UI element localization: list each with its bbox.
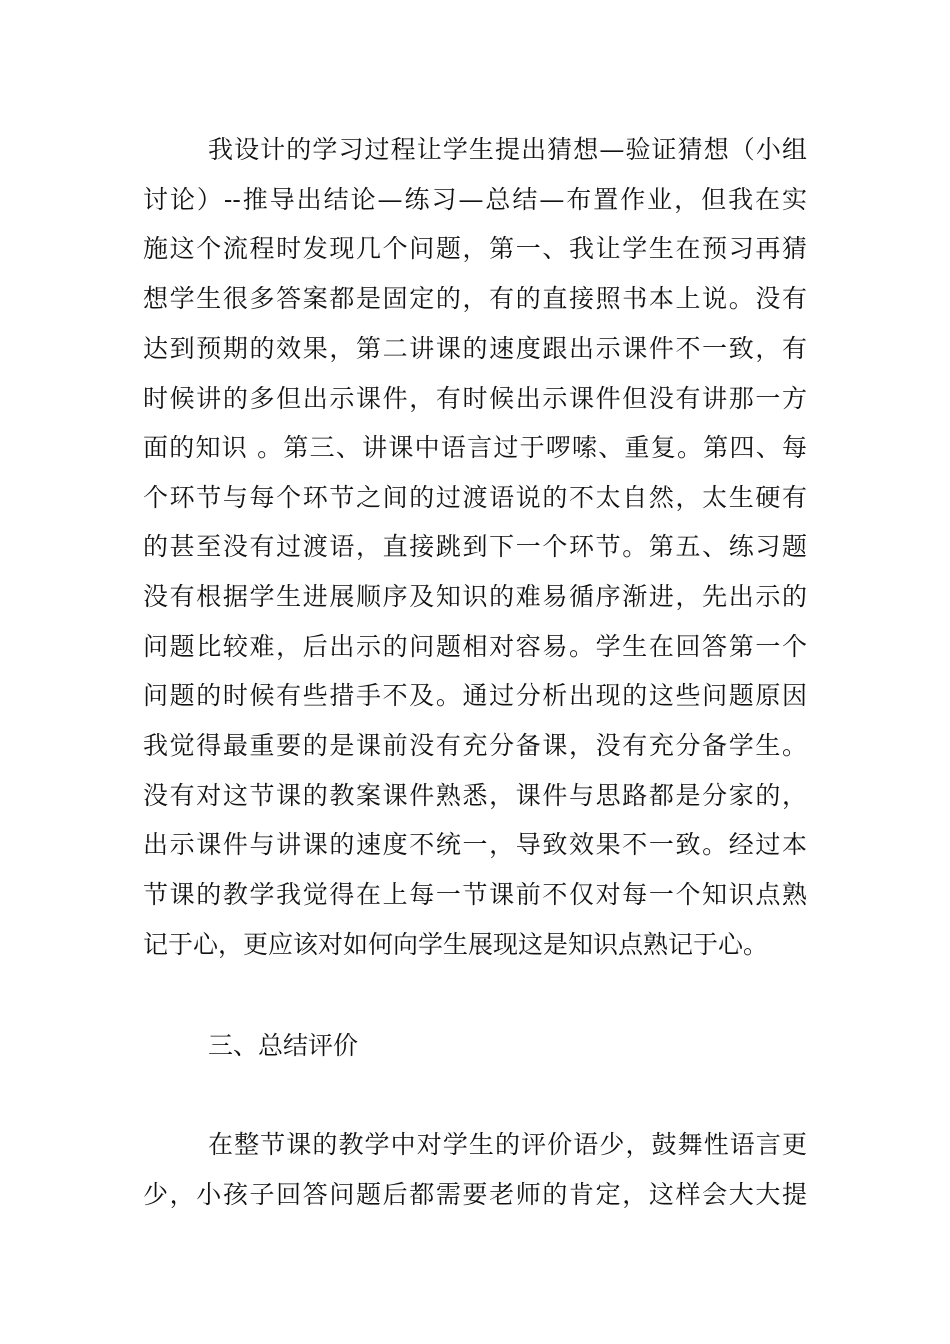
paragraph1-line-11: 问题比较难，后出示的问题相对容易。学生在回答第一个 [143, 632, 807, 661]
paragraph2-line-2: 少，小孩子回答问题后都需要老师的肯定，这样会大大提 [143, 1180, 807, 1209]
paragraph1-line-17: 记于心，更应该对如何向学生展现这是知识点熟记于心。 [143, 930, 769, 959]
paragraph1-line-2: 讨论）--推导出结论—练习—总结—布置作业，但我在实 [143, 185, 807, 214]
paragraph1-line-1: 我设计的学习过程让学生提出猜想—验证猜想（小组 [208, 135, 807, 164]
paragraph1-line-13: 我觉得最重要的是课前没有充分备课，没有充分备学生。 [143, 731, 807, 760]
paragraph1-line-5: 达到预期的效果，第二讲课的速度跟出示课件不一致，有 [143, 334, 807, 363]
paragraph1-line-3: 施这个流程时发现几个问题，第一、我让学生在预习再猜 [143, 234, 807, 263]
paragraph1-line-12: 问题的时候有些措手不及。通过分析出现的这些问题原因 [143, 681, 807, 710]
paragraph2-line-1: 在整节课的教学中对学生的评价语少，鼓舞性语言更 [208, 1130, 807, 1159]
paragraph1-line-14: 没有对这节课的教案课件熟悉，课件与思路都是分家的， [143, 781, 807, 810]
paragraph1-line-15: 出示课件与讲课的速度不统一，导致效果不一致。经过本 [143, 830, 807, 859]
paragraph1-line-8: 个环节与每个环节之间的过渡语说的不太自然，太生硬有 [143, 483, 807, 512]
paragraph1-line-6: 时候讲的多但出示课件，有时候出示课件但没有讲那一方 [143, 384, 807, 413]
paragraph1-line-7: 面的知识 。第三、讲课中语言过于啰嗦、重复。第四、每 [143, 433, 807, 462]
paragraph1-line-16: 节课的教学我觉得在上每一节课前不仅对每一个知识点熟 [143, 880, 807, 909]
section-heading: 三、总结评价 [208, 1031, 359, 1060]
paragraph1-line-9: 的甚至没有过渡语，直接跳到下一个环节。第五、练习题 [143, 532, 807, 561]
paragraph1-line-10: 没有根据学生进展顺序及知识的难易循序渐进，先出示的 [143, 582, 807, 611]
paragraph1-line-4: 想学生很多答案都是固定的，有的直接照书本上说。没有 [143, 284, 807, 313]
